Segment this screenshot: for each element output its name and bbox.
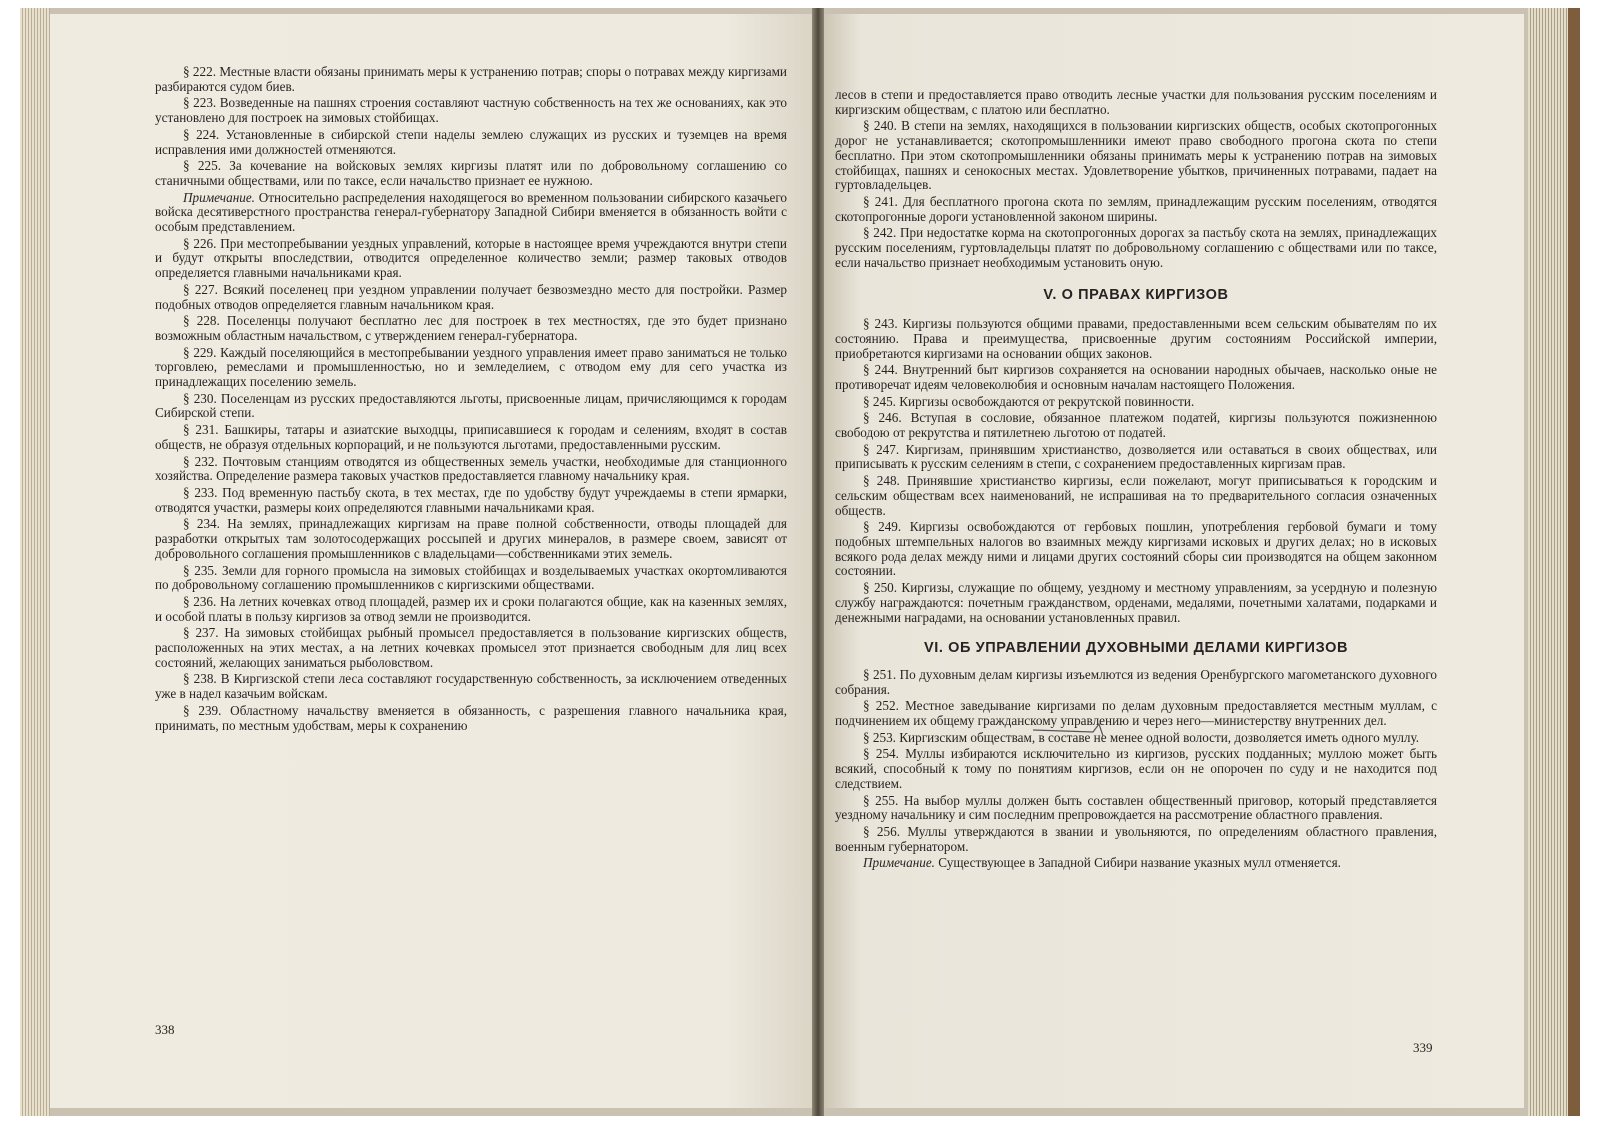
paragraph xyxy=(835,226,1437,270)
paragraph-text: § 226. При местопребывании уездных управлений, которые в настоящее время учреждаются внутри степи и будут открыты впоследствии, отводится определенное количество земли; размер таковых отводов определяется главными начальниками края. xyxy=(155,235,787,281)
cover-binding xyxy=(1568,8,1580,1116)
paragraph-text: § 225. За кочевание на войсковых землях киргизы платят или по добровольному соглашению со станичными обществами, или по таксе, если начальство признает ее нужною. xyxy=(155,158,787,188)
paragraph xyxy=(835,119,1437,193)
page-number-left: 338 xyxy=(155,1022,175,1037)
paragraph xyxy=(155,346,787,390)
paragraph-text: § 229. Каждый поселяющийся в местопребывании уездного управления имеет право заниматься не только торговлею, ремеслами и промышленностью, но и земледелием, с отводом ему для сего участка из принадлежащих поселению земель. xyxy=(155,344,787,390)
paragraph xyxy=(835,88,1437,117)
paragraph-text: § 222. Местные власти обязаны принимать меры к устранению потрав; споры о потравах между киргизами разбираются судом биев. xyxy=(155,64,787,94)
paragraph-text: § 234. На землях, принадлежащих киргизам на праве полной собственности, отводы площадей для разработки открытых там золотосодержащих россыпей и других минералов, в размере своем, зависят от добровольного соглашения промышленников с владельцами—собственниками этих земель. xyxy=(155,516,787,561)
paragraph xyxy=(155,486,787,515)
paragraph xyxy=(835,581,1437,625)
note-paragraph xyxy=(155,191,787,235)
section-title: V. О ПРАВАХ КИРГИЗОВ xyxy=(1043,287,1229,304)
paragraph-text: § 256. Муллы утверждаются в звании и увольняются, по определениям областного правления, военным губернатором. xyxy=(835,823,1437,854)
paragraph-text: § 231. Башкиры, татары и азиатские выходцы, приписавшиеся к городам и селениям, входят в состав обществ, не образуя отдельных корпораций, и не пользуются льготами, предоставленными русским. xyxy=(155,422,787,452)
paragraph-text: § 254. Муллы избираются исключительно из киргизов, русских подданных; муллою может быть всякий, способный к тому по понятиям киргизов, если он не опорочен по суду и не находится под следствием. xyxy=(835,746,1437,791)
left-page-text xyxy=(155,65,787,735)
left-page-edges xyxy=(20,8,50,1116)
paragraph-text: § 243. Киргизы пользуются общими правами, предоставленными всем сельским обывателям по их состоянию. Права и преимущества, присвоенные другим состояниям Российской империи, приобретаются киргизами на основании общих законов. xyxy=(835,316,1437,361)
paragraph xyxy=(155,283,787,312)
paragraph-text: § 249. Киргизы освобождаются от гербовых пошлин, употребления гербовой бумаги и тому подобных штемпельных налогов во взаимных между киргизами исковых и других делах; но в исковых всякого рода делах между ними и лицами других состояний сборы сии производятся на общем законном состоянии. xyxy=(835,519,1437,579)
paragraph-text: § 239. Областному начальству вменяется в обязанность, с разрешения главного начальника края, принимать, по местным удобствам, меры к сохранению xyxy=(155,702,787,733)
paragraph xyxy=(155,626,787,670)
paragraph xyxy=(155,96,787,125)
paragraph-text: § 238. В Киргизской степи леса составляют государственную собственность, за исключением отведенных уже в надел казачьим войскам. xyxy=(155,671,787,702)
paragraph-text: § 255. На выбор муллы должен быть составлен общественный приговор, который представляется уездному начальнику и сим последним препровождается на рассмотрение областного правления. xyxy=(835,792,1437,823)
note-label: Примечание. xyxy=(183,189,255,205)
paragraph xyxy=(155,423,787,452)
paragraph-text: § 230. Поселенцам из русских предоставляются льготы, присвоенные лицам, причисляющимся к городам Сибирской степи. xyxy=(155,390,787,421)
paragraph-text: Относительно распределения находящегося во временном пользовании сибирского казачьего войска десятиверстного пространства генерал-губернатору Западной Сибири вменяется в обязанность войти с особым представлением. xyxy=(155,189,787,235)
paragraph xyxy=(835,195,1437,224)
paragraph-text: § 253. Киргизским обществам, в составе не менее одной волости, дозволяется иметь одного муллу. xyxy=(863,729,1420,745)
paragraph xyxy=(155,65,787,94)
paragraph xyxy=(155,392,787,421)
paragraph xyxy=(155,595,787,624)
paragraph-text: § 244. Внутренний быт киргизов сохраняется на основании народных обычаев, насколько оные не противоречат идеям человеколюбия и основным началам настоящего Положения. xyxy=(835,362,1437,392)
paragraph-text: лесов в степи и предоставляется право отводить лесные участки для пользования русским поселениям и киргизским обществам, с платою или бесплатно. xyxy=(835,87,1437,117)
paragraph xyxy=(155,237,787,281)
right-page xyxy=(818,14,1524,1108)
paragraph xyxy=(835,668,1437,697)
paragraph xyxy=(835,363,1437,392)
paragraph-text: § 252. Местное заведывание киргизами по делам духовным предоставляется местным муллам, с подчинением их общему гражданскому управлению и через него—министерству внутренних дел. xyxy=(835,698,1437,729)
paragraph-text: § 235. Земли для горного промысла на зимовых стойбищах и возделываемых участках окортомливаются по добровольному соглашению промышленников с киргизскими обществами. xyxy=(155,562,787,593)
paragraph-text: § 236. На летних кочевках отвод площадей, размер их и сроки полагаются общие, как на казенных землях, и особой платы в пользу киргизов за отвод земли не производится. xyxy=(155,593,787,624)
paragraph-text: § 237. На зимовых стойбищах рыбный промысел предоставляется в пользование киргизских обществ, расположенных на этих местах, а на летних кочевках промысел этот признается свободным для лиц всех состояний, желающих заниматься рыболовством. xyxy=(155,625,787,670)
paragraph-text: § 250. Киргизы, служащие по общему, уездному и местному управлениям, за усердную и полезную службу награждаются: почетным гражданством, орденами, медалями, почетными халатами, подарками и денежными наградами, на основании установленных правил. xyxy=(835,580,1437,625)
note-label: Примечание. xyxy=(863,855,935,871)
paragraph xyxy=(155,517,787,561)
paragraph-text: § 246. Вступая в сословие, обязанное платежом податей, киргизы пользуются пожизненною свободою от рекрутства и пятилетнею льготою от податей. xyxy=(835,410,1437,441)
paragraph xyxy=(835,411,1437,440)
paragraph xyxy=(155,314,787,343)
paragraph xyxy=(835,794,1437,823)
left-page xyxy=(50,14,818,1108)
paragraph xyxy=(155,672,787,701)
paragraph xyxy=(835,747,1437,791)
paragraph-text: § 224. Установленные в сибирской степи наделы землею служащих из русских и туземцев на время исправления ими должностей отменяются. xyxy=(155,126,787,157)
paragraph-text: § 242. При недостатке корма на скотопрогонных дорогах за пастьбу скота на землях, принадлежащих русским поселениям, гуртовладельцы платят по добровольному соглашению с обществами или по таксе, если начальство признает необходимым установить оную. xyxy=(835,225,1437,270)
section-title: VI. ОБ УПРАВЛЕНИИ ДУХОВНЫМИ ДЕЛАМИ КИРГИЗОВ xyxy=(923,640,1349,657)
paragraph-text: § 227. Всякий поселенец при уездном управлении получает безвозмездно место для постройки. Размер подобных отводов определяется главным начальником края. xyxy=(155,281,787,312)
paragraph-text: § 248. Принявшие христианство киргизы, если пожелают, могут приписываться к городским и сельским обществам всех наименований, не испрашивая на то предварительного согласия означенных обществ. xyxy=(835,473,1437,518)
paragraph-text: § 233. Под временную пастьбу скота, в тех местах, где по удобству будут учреждаемы в степи ярмарки, отводятся участки, размеры коих определяются главными начальниками края. xyxy=(155,484,787,515)
paragraph-text: § 240. В степи на землях, находящихся в пользовании киргизских обществ, особых скотопрогонных дорог не устанавливается; скотопромышленники имеют право свободного прогона скота по степи бесплатно. При этом скотопромышленники обязаны принимать меры к устранению потрав на зимовых стойбищах, пашнях и сенокосных местах. Удовлетворение убытков, причиненных потравами, падает на гуртовладельцев. xyxy=(835,118,1437,193)
paragraph xyxy=(835,443,1437,472)
open-book xyxy=(20,8,1580,1116)
paragraph xyxy=(835,474,1437,518)
right-page-edges xyxy=(1528,8,1580,1116)
paragraph xyxy=(835,395,1437,410)
paragraph xyxy=(155,564,787,593)
paragraph-text: § 241. Для бесплатного прогона скота по землям, принадлежащим русским поселениям, отводятся скотопрогонные дороги установленной законом ширины. xyxy=(835,193,1437,224)
paragraph-text: § 228. Поселенцы получают бесплатно лес для построек в тех местностях, где это будет признано возможным областным начальством, с утверждением генерал-губернатора. xyxy=(155,313,787,343)
paragraph xyxy=(155,704,787,733)
pencil-mark xyxy=(1023,702,1143,742)
paragraph-text: § 247. Киргизам, принявшим христианство, дозволяется или оставаться в своих обществах, или приписывать к русским селениям в степи, с сохранением предоставленных киргизам прав. xyxy=(835,441,1437,472)
paragraph-text: § 223. Возведенные на пашнях строения составляют частную собственность на тех же основаниях, как это установлено для построек на зимовых стойбищах. xyxy=(155,95,787,126)
page-number-right: 339 xyxy=(1413,1040,1433,1055)
book-gutter xyxy=(812,8,824,1116)
right-page-text xyxy=(835,88,1437,873)
paragraph-text: Существующее в Западной Сибири название указных мулл отменяется. xyxy=(934,855,1341,871)
paragraph xyxy=(155,128,787,157)
paragraph xyxy=(835,825,1437,854)
paragraph xyxy=(835,520,1437,579)
paragraph-text: § 251. По духовным делам киргизы изъемлются из ведения Оренбургского магометанского духовного собрания. xyxy=(835,666,1437,697)
note-paragraph xyxy=(835,856,1437,871)
paragraph xyxy=(155,159,787,188)
paragraph xyxy=(155,455,787,484)
paragraph-text: § 232. Почтовым станциям отводятся из общественных земель участки, необходимые для станционного хозяйства. Определение размера таковых участков предоставляется главному начальнику края. xyxy=(155,453,787,484)
paragraph-text: § 245. Киргизы освобождаются от рекрутской повинности. xyxy=(863,393,1195,409)
paragraph xyxy=(835,317,1437,361)
